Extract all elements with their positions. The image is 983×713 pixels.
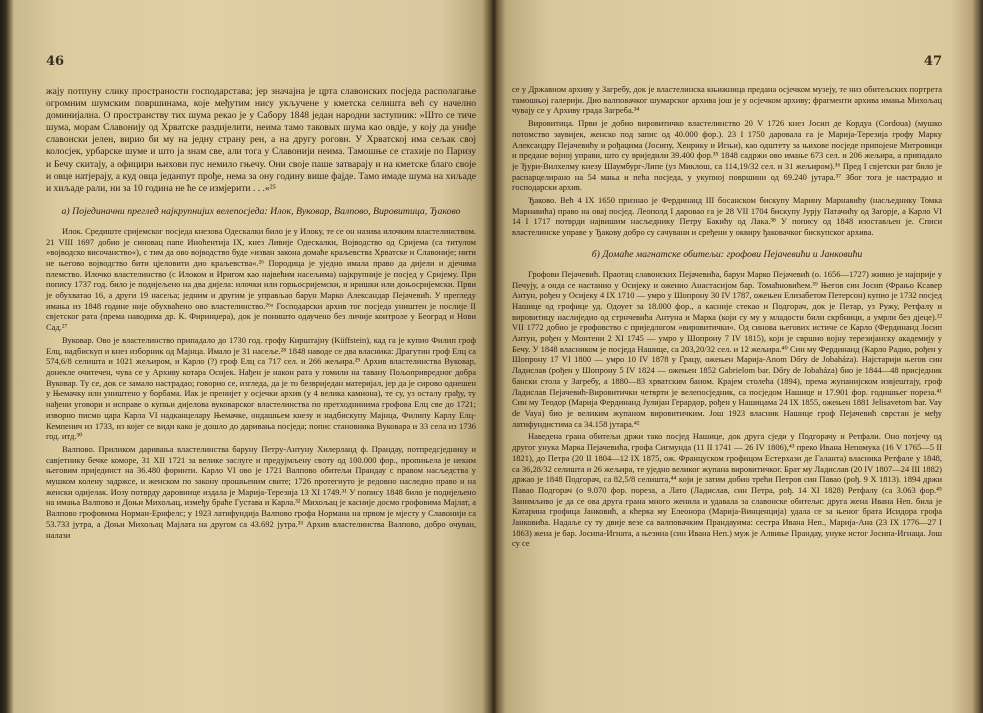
paragraph-virovitica: Вировитица. Први је добио вировитичко властелинство 20 V 1726 кнез Јосип де Кордуа (Cordoua) (мушко потомство заувијек, женско под запис од 40.000 фор.). 23 I 1750 даровала га је Марија-Терезија грофу Марку Александру Пејачевићу и рођацима (Јосипу, Хенрику и Игњи), као одштету за њихове посједе припојене Митровици и предане војној управи, што су вриједили 39.400 фор.³⁵ 1848 садржи ово имање 673 сел. и 206 жељира, а припадало је Ђури-Вилхелму кнезу Шаумбург-Липе (уз Миклош, са 114,19/32 сел. и 31 жељиром).³⁶ Пред I свјетски рат било је распарцелирано на 54 мања и пећа посједа, у укупној површини од 69.240 јутара.³⁷ Због тога је настрадао и господарски архив. <box>512 118 942 193</box>
paragraph: жају потпуну слику пространости господарстава; јер значајна је црта славонских посједа располагање огромним шумским површинама, које међутим нису укључене у кметска селишта већ су начелно доминијална. О пространству тих шума рекао је у Сабору 1848 један народни заступник: »Што се тиче шума, морам Славонију од Хрватске раздијелити, неима тамо таковых шума као овдје, у коју да униђе славонски јелен, вирио би му на једну страну рен, а на другу роговн. У Хрватској има сељак свој колосјек, урбарске шуме и што ја знам све, али тога у Славонији неима. Тамошње се стахије по Паризу и Бечу скитају, а официри њихови пус немило гњечу. Они своје паше затварају и на кметске благо своје и овце натјерају, а куд овца једанпут прође, нема за ону годину више фајде. Тамо имаде шума на хиљаде и хиљаде рали, ни за 10 година не ће се измјерити . . .«²⁵ <box>46 86 476 194</box>
paragraph-branch: Наведена грана обитељи држи тако посјед Нашице, док друга сједи у Подгорачу и Ретфали. Оно потјечу од другог унука Марка Пејачевића, грофа Сигмунда (11 II 1741 — 26 IV 1806),⁴³ преко Ивана Непомука (16 V 1765—5 II 1821), до Петра (20 II 1804—12 IX 1875, ож. Француском грофицом Естерхази де Галанта) власника Ретфале у 1848, са 36,28/32 селишта и 26 жељира, те уједно великог жупана вировитичког. Брат му Ладислав (20 IV 1807—24 III 1882) држао је 1848 Подгорач, са 82,5/8 селишта,⁴⁴ који је затим добио трећи Петров син Павао (рођ. 9 X 1813). 1894 држи Павао Подгорач (о 9.070 фор. пореза, а Лато (Ладислав, син Петра, рођ. 14 XI 1828) Ретфалу (са 3.063 фор.⁴⁵ Занимљиво је да се ова друга грана много женила и удавала за славонске обитељи: друга жена Ивана Неп. била је Катарина грофица Јанковић, а кћерка му Елеонора (Марија-Винценција) удала се за њеног брата Исидора грофа Јанковића. Надаље су ту двије везе са валповачким Прандауима: сестра Ивана Неп., Марија-Ана (23 IX 1776—27 I 1863) жена је бар. Јосипа-Игнатa, а њезина (син Ивана Неп.) муж је Алвиње Прандау, унуке истог Јосипа-Игнаца. Још су се <box>512 431 942 549</box>
page-number: 47 <box>923 54 942 69</box>
page-number: 46 <box>46 54 65 69</box>
paragraph-vukovar: Вуковар. Ово је властелинство припадало до 1730 год. грофу Кирштајну (Küffstein), кад га је купио Филип гроф Елц, надбискуп и кнез изборник од Мајнца. Имало је 31 насеље.²⁸ 1848 наводе се два власника: Драгутин гроф Елц са 574,6/8 селишта и 1021 жељиром, и Карло (?) гроф Елц са 717 сел. и 266 жељира.²⁹ Архив властелинства Вуковар, донекле очитечен, чува се у Архиву котара Осијек. Нађен је након рата у гомили на тавану Пољопривредног добра Вуковар. Ту се, док се замало настрадао; говорио се, изгледа, да је то безвриједан материјал, јер да је сирово однешен у Њемачку или уништено у борбама. Иак је пренијет у осјечки архив (у 4 велика камиона), те су, уз осталу грађу, ту нађени уговори и исправе о купњи дијелова вуковарског властелинства по претходнинима грофова Елц све до 1721; изворно писмо цара Карла VI надканцелару Њемачке, ондашњем кнезу и надбискупу Мајнца, Филипу Карлу Елц-Кемпенич из 1733, из којег се види како је дошло до даривања посједа; попис становника Вуковара и 33 села из 1736 год. итд.³⁰ <box>46 334 476 442</box>
section-heading: б) Домаће магнатске обитељи: грофови Пејачевићи и Јанковићи <box>591 248 863 260</box>
right-page-text <box>512 82 942 707</box>
paragraph-valpovo: Валпово. Приликом даривања властелинства баруну Петру-Антуну Хилерланд ф. Прандау, потпредсједнику и савјетнику бечке коморе, 31 XII 1721 за велике заслуге и предујмљену свoту од 100.000 фор., пропињела је неким његовим пријединст на 36.480 форинти. Карло VI ово је 1721 Валпово обитељи Прандау с правом насљедства у мушком колену задржсе, и женском по закону прошњеним свите; 1726 протегнуто је редовно наследно право и на женски одијелак. Иозу потврду даровнице издала је Марија-Терезија 13 XI 1749.³¹ У попису 1848 било је подијељено на имања Валпово и Доњи Михољац, између браће Густава и Карла.³² Михољац је касније досмо грофовима Мајлат, а Валпово грофовима Норман-Ернфелс; у 1923 латифундиjа Валпово грофа Нормана на првом је мјесту у Славонији са 53.733 јутра, а Доњи Михољац Мајлата на другом са 43.692 јутра.³³ Архив властелинства Валпово, добро очуван, налази <box>46 443 476 540</box>
paragraph-djakovo: Ђаково. Већ 4 IX 1650 признао је Фердинанд III босанском бискупу Марину Марнавићу (насљеднику Томка Марнавића) право на овај посјед. Леополд I даровао га је 28 VII 1704 бискупу Јурју Патачићу од Загорје, а Карло VI 14 I 1717 потврди највишим насљеднику Петру Бакићу од Лака.³⁸ У попису од 1848 изостављен је. Списи властелинске управе у Ђакову добро су сачувани и сређени у оквиру ђаковачког бискупског архива. <box>512 195 942 238</box>
paragraph-pejacevic: Грофови Пејачевић. Праотац славонских Пејачевића, барун Марко Пејачевић (о. 1656—1727) живио је најприје у Печују, а онда се настанио у Осијеку и оженио Анастасијом бар. Томаћновићем.³⁹ Његов син Јосип (Фрањо Ксавер Антун, рођен у Осијеку 4 IX 1710 — умро у Шопрону 30 IV 1787, ожењен Елизабетом Петерсон) купио је 1732 посјед Нашице од грофице уд. Одоует за 18.000 фор., а касније стекао и Подгорач, док је Петар, уз Ружу, Ретфалу и вировитицу наслиједио од стрнчевића Антуна и Марка (који су му у младости били скрбници, а умрли без дјеце).²² VII 1772 добио је грофовство с приједлогом »вировитички«. Од синова његових истиче се Карло (Фердинанд Јосип Антун, рођен у Монтени 2 XI 1745 — умро у Шопрону 7 IV 1815), који је свршио војну терезијанску академију у Бечу. У 1848 власником је посједа Нашице, са 203,20/32 сел. и 12 жељира.⁴⁰ Син му Фердинанд (Карло Радио, рођен у Шопрону 17 VI 1800 — умро 10 IV 1878 у Грацу, ожењен Маријa-Anom Dőry de Jobaháza). Најстарији његов син Ладислав (рођен у Шопрону 5 IV 1824 — ожењен 1852 Gabrielom bar. Dőry de Jobaháza) био је 1844—48 присједник бански стола у Загребу, а 1880—83 хрватским баном. Крајем столећа (1894), према жупанијском извјештају, гроф Ладислав Пејачевић-Вировитички четврти је велепосједник, са посједом Нашице и 17.901 фор. годишњег пореза.⁴¹ Син му Теодор (Марија Фердинанд Јулијан Герардор, рођен у Нашицама 24 IX 1855, ожењен 1881 Jelisavetom bar. Vay de Vaya) био је великим жупаном вировитичким. Још 1923 власник Нашице гроф Пејачевић сврстан је међу латифундистима са 34.158 јутара.⁴² <box>512 268 942 429</box>
right-page <box>506 0 946 713</box>
paragraph-ilok: Илок. Средиште сријемског посједа кнезова Одескалки било је у Илоку, те се он назива илочким властелинством. 21 VIII 1697 добио је синовац папе Иноћентија IX, кнез Ливије Одескалки, Војводство од Сријема (са титулом »војводско височанство«), с тим да ово војводство буде »изван закона домаће краљевства Хрватске и Славоније; нити не његово војводство бити цјеловити дио краљевства«.²⁶ Породица је уједно имала право да дијели и дјечима племство. Илочко властелинство (с Илоком и Иригом као највећим насељима) најкрупније је посјед у Сријему. При попису 1737 год. било је подијељено на два дијела: илочки или горњосријемски, и иришки или доњосријемски. Први је обухватао 16, а други 19 насеља; једним и другим је управљао барун Марко Александар Пејачевић. У прегледу имања из 1848 године није обухваћено ово властелинство.²⁶ᵃ Господарски архив тог посједа уништен је послије II свјетског рата (према наводима др. К. Фиринџера), док је поништо одаучено без личије контроле у Београд и Нови Сад.²⁷ <box>46 225 476 333</box>
paragraph: се у Државном архиву у Загребу, док је властелинска књижница предана осјечком музеју, те низ обитељских портрета тамошњој галерији. Дио валповачког шумарског архива још је у осјечком архиву; фрагменти архива имања Михољац чувају се у Архиву града Загреба.³⁴ <box>512 84 942 116</box>
left-page <box>40 0 480 713</box>
left-page-text <box>46 86 476 707</box>
section-heading: а) Појединачни преглед најкрупнијих велепосједа: Илок, Вуковар, Валпово, Вировитица, Ђаково <box>61 205 461 217</box>
